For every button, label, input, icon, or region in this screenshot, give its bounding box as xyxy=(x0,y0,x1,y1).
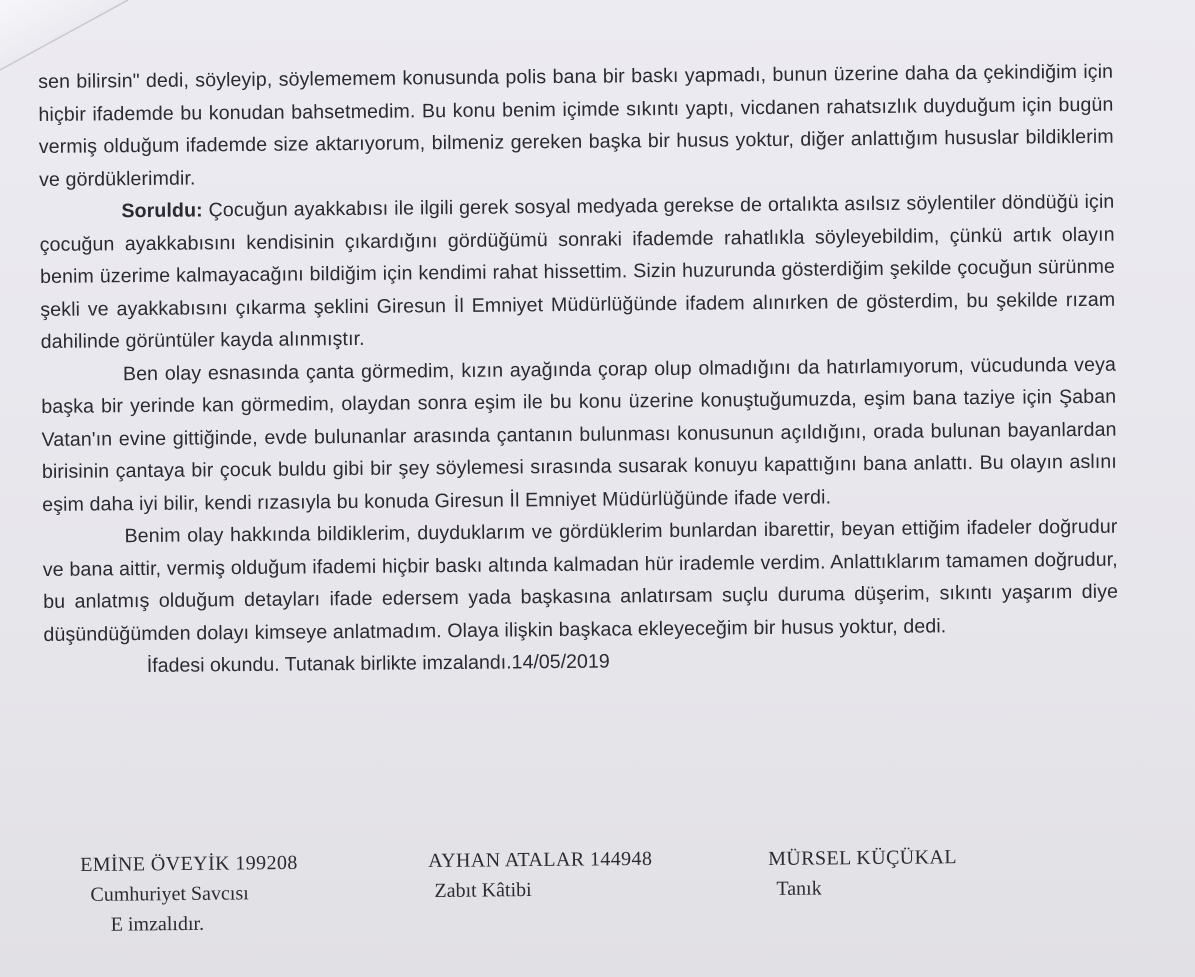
paragraph-continuation xyxy=(38,56,1114,196)
signatory-name: EMİNE ÖVEYİK 199208 xyxy=(80,851,298,876)
paragraph-text: sen bilirsin" dedi, söyleyip, söylememem konusunda polis bana bir baskı yapmadı, bunun üzerine daha da çekindiğim için hiçbir ifademde bu konudan bahsetmedim. Bu konu benim içimde sıkıntı yaptı, vicdanen rahatsızlık duyduğum için bugün vermiş olduğum ifademde size aktarıyorum, bilmeniz gereken başka bir husus yoktur, diğer anlattığım hususlar bildiklerim ve gördüklerimdir. xyxy=(38,60,1114,191)
signature-prosecutor xyxy=(80,848,298,940)
signatory-role: Tanık xyxy=(776,877,822,900)
signature-clerk xyxy=(428,844,653,906)
paragraph-question xyxy=(39,186,1116,359)
paragraph-text: Çocuğun ayakkabısı ile ilgili gerek sosyal medyada gerekse de ortalıkta asılsız söylentiler döndüğü için çocuğun ayakkabısını kendisinin çıkardığını gördüğümü sonraki ifademde rahatlıkla söyleyebildim, çünkü artık olayın benim üzerime kalmayacağını bildiğim için kendimi rahat hissettim. Sizin huzurunda gösterdiğim şekilde çocuğun sürünme şekli ve ayakkabısını çıkarma şeklini Giresun İl Emniyet Müdürlüğünde ifadem alınırken de gösterdim, bu şekilde rızam dahilinde görüntüler kayda alınmıştır. xyxy=(39,190,1116,353)
signatory-name: MÜRSEL KÜÇÜKAL xyxy=(768,846,958,870)
paragraph-text: Benim olay hakkında bildiklerim, duyduklarım ve gördüklerim bunlardan ibarettir, beyan ettiğim ifadeler doğrudur ve bana aittir, vermiş olduğum ifademi hiçbir baskı altında kalmadan hür irademle verdim. Anlattıklarım tamamen doğrudur, bu anlatmış olduğum detayları ifade edersem yada başkasına anlatırsam suçlu duruma düşerim, sıkıntı yaşarım diye düşündüğümden dolayı kimseye anlatmadım. Olaya ilişkin başkaca ekleyeceğim bir husus yoktur, dedi. xyxy=(42,515,1119,646)
question-label: Soruldu: xyxy=(121,199,203,223)
signatory-role: Cumhuriyet Savcısı xyxy=(90,882,249,906)
paragraph-declaration xyxy=(42,511,1118,651)
signatory-name: AYHAN ATALAR 144948 xyxy=(428,847,653,872)
paragraph-text: Ben olay esnasında çanta görmedim, kızın ayağında çorap olup olmadığını da hatırlamıyorum, vücudunda veya başka bir yerinde kan görmedim, olaydan sonra eşim ile bu konu üzerine konuştuğumuzda, eşim bana taziye için Şaban Vatan'ın evine gittiğinde, evde bulunanlar arasında çantanın bulunması konusunun açıldığını, orada bulunan bayanlardan birisinin çantaya bir çocuk buldu gibi bir şey söylemesi sırasında susarak konuyu kapattığını bana anlattı. Bu olayın aslını eşim daha iyi bilir, kendi rızasıyla bu konuda Giresun İl Emniyet Müdürlüğünde ifade verdi. xyxy=(41,353,1117,516)
paragraph-bag-account xyxy=(41,348,1118,521)
signatory-role: Zabıt Kâtibi xyxy=(434,879,532,902)
signature-witness xyxy=(768,842,957,904)
signature-note: E imzalıdır. xyxy=(110,912,205,936)
statement-body xyxy=(38,56,1119,684)
closing-line: İfadesi okundu. Tutanak birlikte imzalandı.14/05/2019 xyxy=(146,650,610,677)
